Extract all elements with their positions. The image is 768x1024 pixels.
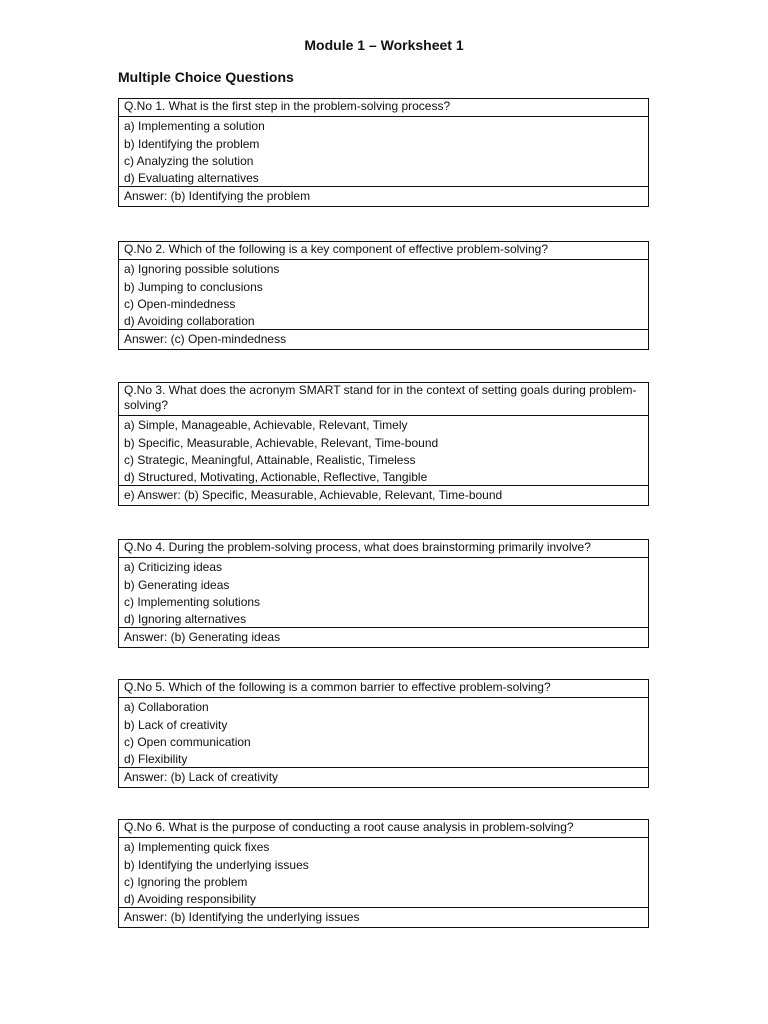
options-list [119, 117, 648, 187]
question-text: Q.No 4. During the problem-solving process, what does brainstorming primarily involve? [119, 540, 648, 558]
page-title: Module 1 – Worksheet 1 [304, 37, 464, 53]
option-a: a) Implementing a solution [124, 119, 265, 133]
option-b: b) Generating ideas [124, 577, 230, 592]
options-list [119, 838, 648, 908]
option-b: b) Identifying the problem [124, 136, 260, 151]
options-list [119, 416, 648, 486]
option-d: d) Evaluating alternatives [124, 170, 259, 185]
answer-text: Answer: (b) Generating ideas [119, 628, 648, 648]
option-c: c) Open-mindedness [124, 297, 236, 311]
question-text: Q.No 3. What does the acronym SMART stand for in the context of setting goals during problem-solving? [119, 383, 648, 416]
option-c: c) Implementing solutions [124, 595, 261, 609]
option-c: c) Analyzing the solution [124, 154, 254, 168]
question-table-5 [118, 679, 649, 788]
question-table-3 [118, 382, 649, 506]
option-d: d) Avoiding collaboration [124, 313, 255, 328]
option-a: a) Criticizing ideas [124, 560, 223, 574]
option-c: c) Ignoring the problem [124, 875, 248, 889]
option-a: a) Simple, Manageable, Achievable, Relevant, Timely [124, 418, 408, 432]
option-b: b) Specific, Measurable, Achievable, Relevant, Time-bound [124, 435, 439, 450]
section-heading: Multiple Choice Questions [118, 69, 294, 85]
question-table-6 [118, 819, 649, 928]
question-text: Q.No 6. What is the purpose of conducting a root cause analysis in problem-solving? [119, 820, 648, 838]
option-a: a) Implementing quick fixes [124, 840, 270, 854]
answer-text: Answer: (c) Open-mindedness [119, 330, 648, 350]
question-text: Q.No 2. Which of the following is a key component of effective problem-solving? [119, 242, 648, 260]
option-b: b) Lack of creativity [124, 717, 228, 732]
answer-text: e) Answer: (b) Specific, Measurable, Achievable, Relevant, Time-bound [119, 486, 648, 506]
question-text: Q.No 5. Which of the following is a common barrier to effective problem-solving? [119, 680, 648, 698]
question-table-2 [118, 241, 649, 350]
option-b: b) Identifying the underlying issues [124, 857, 309, 872]
options-list [119, 558, 648, 628]
question-table-1 [118, 98, 649, 207]
option-d: d) Flexibility [124, 751, 188, 766]
option-a: a) Collaboration [124, 700, 209, 714]
answer-text: Answer: (b) Identifying the problem [119, 187, 648, 207]
option-d: d) Structured, Motivating, Actionable, Reflective, Tangible [124, 469, 428, 484]
question-text: Q.No 1. What is the first step in the problem-solving process? [119, 99, 648, 117]
question-table-4 [118, 539, 649, 648]
options-list [119, 260, 648, 330]
options-list [119, 698, 648, 768]
option-a: a) Ignoring possible solutions [124, 262, 280, 276]
option-d: d) Ignoring alternatives [124, 611, 247, 626]
answer-text: Answer: (b) Identifying the underlying issues [119, 908, 648, 928]
option-c: c) Strategic, Meaningful, Attainable, Realistic, Timeless [124, 453, 416, 467]
option-c: c) Open communication [124, 735, 251, 749]
option-b: b) Jumping to conclusions [124, 279, 263, 294]
option-d: d) Avoiding responsibility [124, 891, 256, 906]
answer-text: Answer: (b) Lack of creativity [119, 768, 648, 788]
